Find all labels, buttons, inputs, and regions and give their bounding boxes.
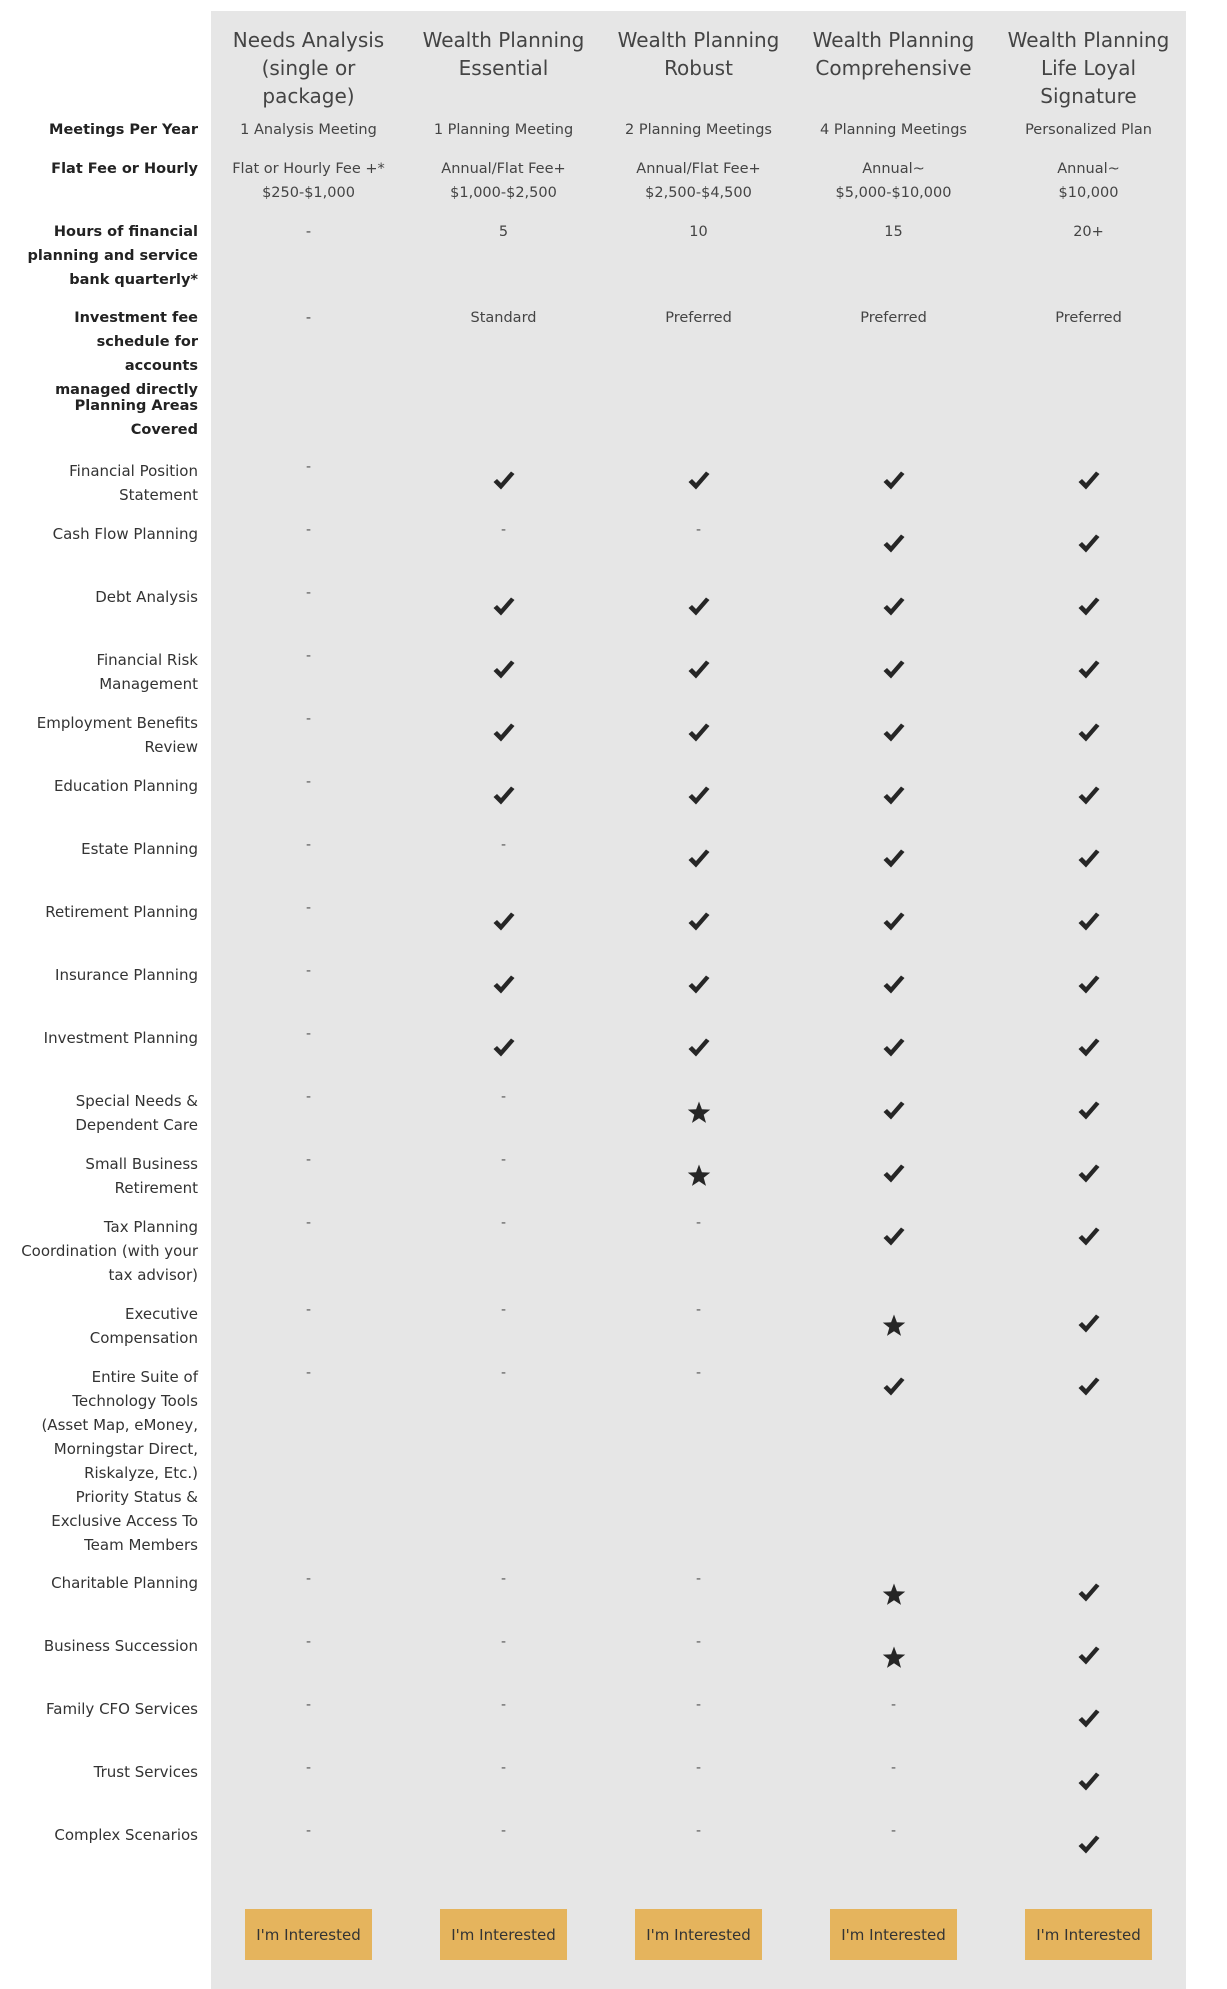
check-icon — [991, 1227, 1186, 1251]
check-icon-glyph — [1077, 597, 1101, 617]
check-icon-glyph — [882, 1038, 906, 1058]
flat-fee-or-hourly-label: Flat Fee or Hourly — [51, 161, 198, 177]
star-icon-glyph — [687, 1164, 711, 1187]
star-icon — [601, 1101, 796, 1128]
dash-marker: - — [695, 1697, 702, 1713]
dash-marker: - — [500, 1302, 507, 1318]
investment-fee-schedule-value: Preferred — [665, 310, 732, 326]
feature-label: Education Planning — [53, 777, 198, 795]
dash-marker: - — [305, 1365, 312, 1381]
feature-label: Charitable Planning — [51, 1574, 198, 1592]
meetings-per-year-value: 1 Analysis Meeting — [240, 122, 377, 138]
check-icon-glyph — [882, 1377, 906, 1397]
dash-marker: - — [305, 774, 312, 790]
feature-label: Retirement Planning — [45, 903, 198, 921]
meetings-per-year-value: 2 Planning Meetings — [625, 122, 772, 138]
check-icon — [796, 534, 991, 558]
check-icon — [601, 723, 796, 747]
dash-marker: - — [890, 1760, 897, 1776]
check-icon — [406, 660, 601, 684]
dash-marker: - — [305, 459, 312, 475]
check-icon — [991, 1038, 1186, 1062]
feature-label: Executive Compensation — [89, 1305, 198, 1347]
check-icon-glyph — [492, 723, 516, 743]
im-interested-button[interactable]: I'm Interested — [635, 1909, 762, 1960]
check-icon-glyph — [492, 597, 516, 617]
check-icon — [796, 1227, 991, 1251]
feature-label: Trust Services — [93, 1763, 198, 1781]
feature-label: Employment Benefits Review — [36, 714, 198, 756]
feature-label: Business Succession — [43, 1637, 198, 1655]
check-icon — [796, 786, 991, 810]
check-icon-glyph — [882, 1164, 906, 1184]
plan-header: Needs Analysis (single or package) — [232, 28, 385, 108]
check-icon-glyph — [882, 849, 906, 869]
dash-marker: - — [305, 900, 312, 916]
dash-marker: - — [305, 648, 312, 664]
check-icon — [991, 1164, 1186, 1188]
check-icon-glyph — [1077, 1314, 1101, 1334]
plan-header: Wealth Planning Robust — [617, 28, 780, 80]
dash-marker: - — [890, 1697, 897, 1713]
hours-of-planning-value: 20+ — [1073, 224, 1104, 240]
check-icon-glyph — [687, 471, 711, 491]
dash-marker: - — [305, 1634, 312, 1650]
dash-marker: - — [305, 837, 312, 853]
star-icon-glyph — [882, 1583, 906, 1606]
check-icon-glyph — [882, 912, 906, 932]
dash-marker: - — [695, 522, 702, 538]
check-icon-glyph — [1077, 1835, 1101, 1855]
check-icon-glyph — [882, 660, 906, 680]
im-interested-button[interactable]: I'm Interested — [830, 1909, 957, 1960]
check-icon — [796, 1038, 991, 1062]
dash-marker: - — [500, 1571, 507, 1587]
flat-fee-or-hourly-value: Flat or Hourly Fee +* $250-$1,000 — [232, 161, 385, 201]
dash-marker: - — [500, 837, 507, 853]
check-icon — [406, 975, 601, 999]
check-icon — [796, 975, 991, 999]
im-interested-button[interactable]: I'm Interested — [245, 1909, 372, 1960]
check-icon — [991, 597, 1186, 621]
star-icon-glyph — [687, 1101, 711, 1124]
feature-label: Estate Planning — [81, 840, 198, 858]
check-icon — [796, 849, 991, 873]
check-icon — [796, 723, 991, 747]
dash-marker: - — [695, 1302, 702, 1318]
check-icon — [796, 1101, 991, 1125]
dash-marker: - — [695, 1634, 702, 1650]
check-icon-glyph — [687, 975, 711, 995]
check-icon-glyph — [882, 975, 906, 995]
check-icon-glyph — [1077, 1377, 1101, 1397]
feature-label: Special Needs & Dependent Care — [75, 1092, 198, 1134]
feature-label: Family CFO Services — [46, 1700, 198, 1718]
dash-marker: - — [305, 585, 312, 601]
investment-fee-schedule-value: Standard — [470, 310, 537, 326]
check-icon — [796, 912, 991, 936]
check-icon-glyph — [492, 1038, 516, 1058]
dash-marker: - — [305, 1571, 312, 1587]
dash-marker: - — [500, 1823, 507, 1839]
star-icon — [796, 1646, 991, 1673]
check-icon — [991, 1377, 1186, 1401]
dash-marker: - — [695, 1571, 702, 1587]
check-icon — [601, 471, 796, 495]
plan-header: Wealth Planning Essential — [422, 28, 585, 80]
check-icon — [796, 1377, 991, 1401]
check-icon-glyph — [687, 660, 711, 680]
check-icon — [406, 723, 601, 747]
hours-of-planning-value: - — [305, 224, 312, 240]
check-icon — [991, 912, 1186, 936]
check-icon-glyph — [1077, 975, 1101, 995]
check-icon-glyph — [1077, 912, 1101, 932]
check-icon-glyph — [492, 786, 516, 806]
check-icon-glyph — [882, 723, 906, 743]
hours-of-planning-label: Hours of financial planning and service bank quarterly* — [27, 224, 198, 288]
check-icon-glyph — [1077, 1772, 1101, 1792]
plan-header: Wealth Planning Comprehensive — [812, 28, 975, 80]
feature-label: Small Business Retirement — [85, 1155, 198, 1197]
hours-of-planning-value: 15 — [884, 224, 903, 240]
check-icon-glyph — [1077, 786, 1101, 806]
flat-fee-or-hourly-value: Annual~ $10,000 — [1057, 161, 1120, 201]
dash-marker: - — [305, 1152, 312, 1168]
check-icon-glyph — [1077, 1709, 1101, 1729]
dash-marker: - — [500, 522, 507, 538]
meetings-per-year-value: 1 Planning Meeting — [433, 122, 574, 138]
dash-marker: - — [305, 1302, 312, 1318]
check-icon-glyph — [492, 975, 516, 995]
feature-label: Debt Analysis — [95, 588, 198, 606]
check-icon-glyph — [492, 471, 516, 491]
check-icon-glyph — [1077, 1583, 1101, 1603]
dash-marker: - — [305, 1760, 312, 1776]
dash-marker: - — [305, 1823, 312, 1839]
check-icon — [796, 1164, 991, 1188]
feature-label: Financial Risk Management — [96, 651, 198, 693]
investment-fee-schedule-value: - — [305, 310, 312, 326]
investment-fee-schedule-label: Investment fee schedule for accounts managed directly — [55, 310, 198, 398]
dash-marker: - — [500, 1215, 507, 1231]
star-icon-glyph — [882, 1314, 906, 1337]
check-icon-glyph — [687, 1038, 711, 1058]
investment-fee-schedule-value: Preferred — [1055, 310, 1122, 326]
check-icon-glyph — [882, 534, 906, 554]
star-icon — [796, 1314, 991, 1341]
check-icon — [991, 471, 1186, 495]
check-icon — [991, 1835, 1186, 1859]
check-icon — [991, 723, 1186, 747]
check-icon — [991, 534, 1186, 558]
check-icon-glyph — [492, 660, 516, 680]
check-icon-glyph — [1077, 1038, 1101, 1058]
dash-marker: - — [500, 1152, 507, 1168]
dash-marker: - — [500, 1365, 507, 1381]
dash-marker: - — [305, 522, 312, 538]
flat-fee-or-hourly-value: Annual~ $5,000-$10,000 — [835, 161, 952, 201]
check-icon-glyph — [492, 912, 516, 932]
im-interested-button[interactable]: I'm Interested — [440, 1909, 567, 1960]
check-icon-glyph — [687, 912, 711, 932]
feature-label: Entire Suite of Technology Tools (Asset Map, eMoney, Morningstar Direct, Riskalyze, Etc.) Priority Status & Exclusive Access To Team Members — [41, 1368, 198, 1554]
check-icon-glyph — [687, 849, 711, 869]
dash-marker: - — [695, 1215, 702, 1231]
check-icon — [991, 660, 1186, 684]
check-icon — [796, 597, 991, 621]
dash-marker: - — [305, 963, 312, 979]
check-icon-glyph — [1077, 1227, 1101, 1247]
feature-label: Insurance Planning — [55, 966, 198, 984]
im-interested-button[interactable]: I'm Interested — [1025, 1909, 1152, 1960]
check-icon-glyph — [687, 723, 711, 743]
check-icon — [991, 1314, 1186, 1338]
check-icon-glyph — [687, 597, 711, 617]
meetings-per-year-value: Personalized Plan — [1025, 122, 1152, 138]
feature-label: Tax Planning Coordination (with your tax advisor) — [21, 1218, 198, 1284]
check-icon-glyph — [1077, 723, 1101, 743]
star-icon — [796, 1583, 991, 1610]
check-icon — [406, 471, 601, 495]
check-icon-glyph — [882, 597, 906, 617]
dash-marker: - — [890, 1823, 897, 1839]
plan-header: Wealth Planning Life Loyal Signature — [1007, 28, 1170, 108]
meetings-per-year-value: 4 Planning Meetings — [820, 122, 967, 138]
check-icon-glyph — [1077, 534, 1101, 554]
check-icon — [796, 660, 991, 684]
investment-fee-schedule-value: Preferred — [860, 310, 927, 326]
check-icon — [991, 1583, 1186, 1607]
star-icon-glyph — [882, 1646, 906, 1669]
check-icon — [991, 1772, 1186, 1796]
meetings-per-year-label: Meetings Per Year — [49, 122, 198, 138]
check-icon — [991, 1709, 1186, 1733]
check-icon-glyph — [882, 1227, 906, 1247]
dash-marker: - — [500, 1634, 507, 1650]
check-icon — [991, 1646, 1186, 1670]
star-icon — [601, 1164, 796, 1191]
feature-label: Financial Position Statement — [69, 462, 198, 504]
feature-label: Investment Planning — [43, 1029, 198, 1047]
check-icon — [601, 786, 796, 810]
dash-marker: - — [695, 1365, 702, 1381]
dash-marker: - — [695, 1760, 702, 1776]
check-icon-glyph — [1077, 1101, 1101, 1121]
check-icon — [991, 1101, 1186, 1125]
check-icon — [601, 912, 796, 936]
check-icon — [796, 471, 991, 495]
dash-marker: - — [305, 1089, 312, 1105]
check-icon — [406, 786, 601, 810]
check-icon — [406, 597, 601, 621]
check-icon — [601, 660, 796, 684]
check-icon — [601, 597, 796, 621]
feature-label: Complex Scenarios — [54, 1826, 198, 1844]
dash-marker: - — [500, 1697, 507, 1713]
check-icon-glyph — [1077, 1646, 1101, 1666]
check-icon-glyph — [882, 786, 906, 806]
dash-marker: - — [695, 1823, 702, 1839]
hours-of-planning-value: 5 — [498, 224, 509, 240]
dash-marker: - — [305, 1697, 312, 1713]
check-icon — [601, 975, 796, 999]
dash-marker: - — [305, 1215, 312, 1231]
check-icon — [991, 849, 1186, 873]
feature-label: Cash Flow Planning — [52, 525, 198, 543]
check-icon-glyph — [882, 1101, 906, 1121]
check-icon — [406, 1038, 601, 1062]
check-icon-glyph — [1077, 1164, 1101, 1184]
check-icon — [406, 912, 601, 936]
hours-of-planning-value: 10 — [689, 224, 708, 240]
check-icon-glyph — [1077, 849, 1101, 869]
dash-marker: - — [500, 1089, 507, 1105]
flat-fee-or-hourly-value: Annual/Flat Fee+ $1,000-$2,500 — [441, 161, 566, 201]
dash-marker: - — [305, 711, 312, 727]
check-icon-glyph — [882, 471, 906, 491]
check-icon — [601, 1038, 796, 1062]
check-icon — [991, 975, 1186, 999]
check-icon-glyph — [1077, 471, 1101, 491]
planning-areas-heading: Planning Areas Covered — [74, 398, 198, 438]
check-icon-glyph — [1077, 660, 1101, 680]
flat-fee-or-hourly-value: Annual/Flat Fee+ $2,500-$4,500 — [636, 161, 761, 201]
check-icon — [991, 786, 1186, 810]
dash-marker: - — [500, 1760, 507, 1776]
dash-marker: - — [305, 1026, 312, 1042]
check-icon — [601, 849, 796, 873]
check-icon-glyph — [687, 786, 711, 806]
